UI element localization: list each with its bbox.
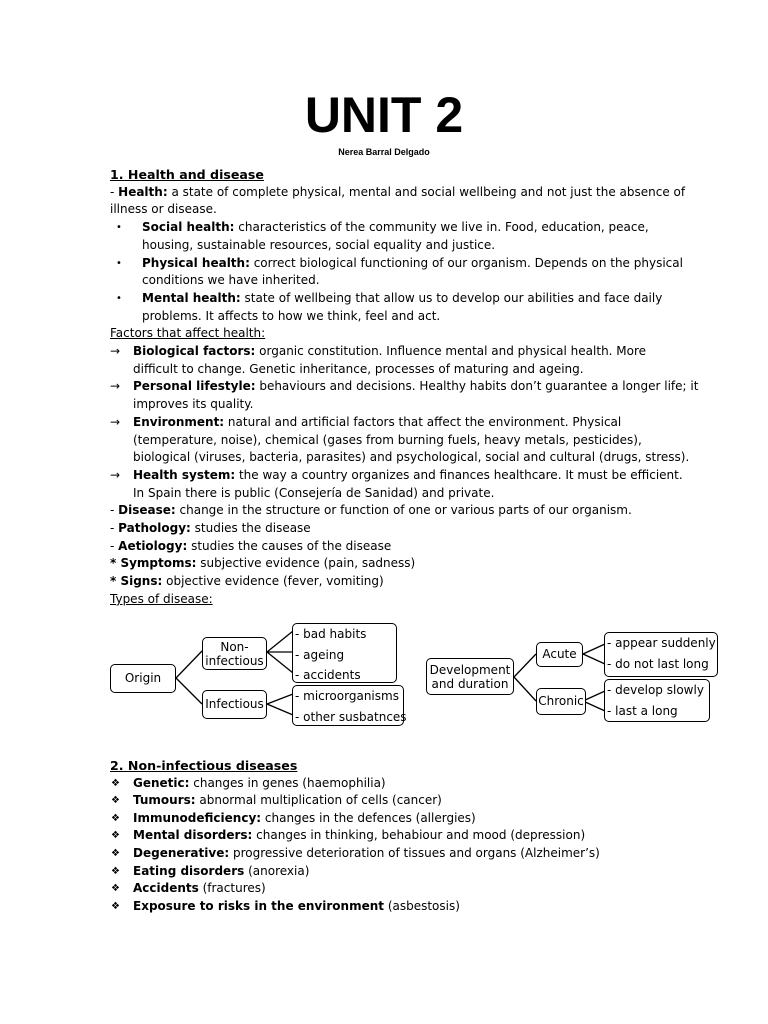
doc-title: UNIT 2 (304, 87, 464, 143)
factor-item: → Environment: natural and artificial factors that affect the environment. Physical (temperature, noise), chemical (gases from burning fuels, heavy metals, pesticides), biological (viruses, bacteria, parasites) and psychological, social and cultural (drugs, stress). (110, 414, 690, 465)
list-item: ❖ Exposure to risks in the environment (asbestosis) (110, 898, 680, 916)
section-2-heading: 2. Non-infectious diseases (110, 758, 298, 773)
infectious-box: Infectious (202, 690, 267, 719)
factor-item: → Biological factors: organic constitution. Influence mental and physical health. More difficult to change. Genetic inheritance, processes of maturing and ageing. (110, 344, 647, 376)
development-box: Development and duration (426, 658, 514, 695)
connector-line (176, 651, 202, 678)
section-2 (110, 757, 680, 915)
acute-list (604, 632, 718, 677)
connector-line (514, 654, 536, 677)
list-item: ❖ Accidents (fractures) (110, 880, 680, 898)
infectious-list (292, 685, 407, 726)
non-infectious-box: Non- infectious (202, 637, 267, 670)
types-heading: Types of disease: (110, 591, 213, 606)
diamond-bullet-icon: ❖ (111, 847, 120, 859)
origin-box: Origin (110, 664, 176, 693)
arrow-icon: → (110, 467, 121, 482)
connector-line (267, 631, 293, 652)
connector-line (267, 694, 293, 704)
connector-line (583, 644, 605, 654)
list-item: - accidents (295, 668, 361, 682)
bullet-item: • Physical health: correct biological functioning of our organism. Depends on the physical conditions we have inherited. (116, 255, 683, 288)
list-item: ❖ Degenerative: progressive deterioration of tissues and organs (Alzheimer’s) (110, 845, 680, 863)
doc-author: Nerea Barral Delgado (338, 147, 430, 157)
connector-line (514, 677, 536, 701)
list-item: ❖ Genetic: changes in genes (haemophilia) (110, 775, 680, 793)
factor-item: → Personal lifestyle: behaviours and decisions. Healthy habits don’t guarantee a longer life; it improves its quality. (110, 379, 699, 412)
definition-item: - Pathology: studies the disease (110, 521, 311, 536)
diamond-bullet-icon: ❖ (111, 830, 120, 842)
connector-line (267, 704, 293, 715)
chronic-box: Chronic (536, 688, 586, 715)
non-infectious-list (292, 623, 397, 683)
connector-line (176, 678, 202, 704)
bullet-item: • Mental health: state of wellbeing that allow us to develop our abilities and face daily problems. It affects to how we think, feel and act. (116, 290, 663, 323)
list-item: - appear suddenly (607, 636, 716, 650)
connector-line (583, 654, 605, 664)
bullet-item: • Social health: characteristics of the community we live in. Food, education, peace, housing, sustainable resources, social equality and justice. (116, 220, 649, 252)
connector-line (583, 691, 605, 701)
list-item: - develop slowly (607, 683, 704, 697)
diamond-bullet-icon: ❖ (111, 812, 120, 824)
list-item: - bad habits (295, 627, 367, 641)
disease-types-diagram (106, 619, 726, 731)
health-definition: - Health: a state of complete physical, mental and social wellbeing and not just the absence of (110, 184, 686, 199)
list-item: - other susbatnces (295, 709, 407, 724)
section-1-heading: 1. Health and disease (110, 167, 264, 182)
bullet-icon: • (116, 222, 122, 234)
definition-item: * Signs: objective evidence (fever, vomiting) (110, 574, 384, 589)
health-term: Health: (118, 184, 168, 199)
list-item: ❖ Immunodeficiency: changes in the defences (allergies) (110, 810, 680, 828)
list-item: - ageing (295, 647, 345, 662)
arrow-icon: → (110, 379, 121, 394)
health-definition-cont: illness or disease. (110, 202, 217, 217)
chronic-list (604, 679, 710, 722)
diamond-bullet-icon: ❖ (111, 795, 120, 807)
list-item: - do not last long (607, 656, 709, 671)
list-item: ❖ Eating disorders (anorexia) (110, 863, 680, 881)
definition-item: * Symptoms: subjective evidence (pain, sadness) (110, 556, 416, 571)
acute-box: Acute (536, 642, 583, 667)
arrow-icon: → (110, 414, 121, 429)
connector-line (583, 701, 605, 711)
connector-line (267, 652, 293, 673)
factor-item: → Health system: the way a country organizes and finances healthcare. It must be efficient. In Spain there is public (Consejería de Sanidad) and private. (110, 467, 683, 500)
factors-heading: Factors that affect health: (110, 326, 266, 341)
diamond-bullet-icon: ❖ (111, 777, 120, 789)
list-item: - last a long (607, 703, 678, 718)
definition-item: - Aetiology: studies the causes of the disease (110, 538, 392, 553)
bullet-icon: • (116, 292, 122, 304)
bullet-icon: • (116, 257, 122, 269)
list-item: ❖ Tumours: abnormal multiplication of cells (cancer) (110, 792, 680, 810)
arrow-icon: → (110, 344, 121, 359)
diamond-bullet-icon: ❖ (111, 883, 120, 895)
definition-item: - Disease: change in the structure or function of one or various parts of our organism. (110, 503, 632, 518)
list-item: - microorganisms (295, 689, 399, 703)
list-item: ❖ Mental disorders: changes in thinking, behabiour and mood (depression) (110, 827, 680, 845)
diamond-bullet-icon: ❖ (111, 900, 120, 912)
diamond-bullet-icon: ❖ (111, 865, 120, 877)
section-1 (110, 166, 699, 609)
